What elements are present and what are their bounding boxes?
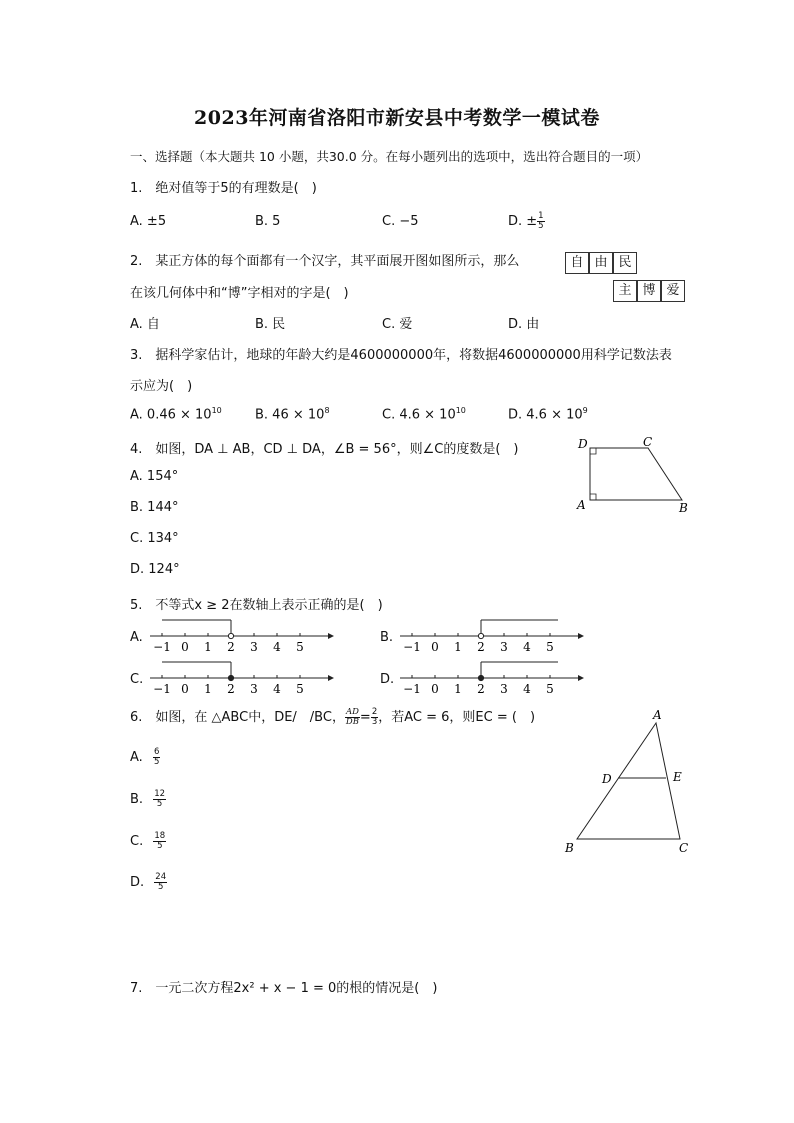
trapezoid-outline [590,448,682,500]
tick-label: 1 [454,640,462,654]
numberline-d [398,656,588,698]
tick-label: 4 [273,640,281,654]
tick-label: −1 [403,640,421,654]
q6-c-numerator: 18 [154,831,166,841]
tick-label: −1 [403,682,421,696]
question-2-line2: 在该几何体中和“博”字相对的字是( ) [130,286,349,301]
q6-c-denominator: 5 [157,841,163,851]
q6-stem-part-b: ，若AC = 6，则EC = ( ) [378,710,536,725]
axis-arrow [328,675,334,681]
tick-label: 0 [431,682,439,696]
tick-label: 1 [204,640,212,654]
triangle-abc [577,723,680,839]
q6-b-numerator: 12 [154,789,166,799]
tick-label: 4 [523,682,531,696]
q6-c-letter: C. [130,834,144,849]
axis-arrow [578,633,584,639]
tick-label: 4 [523,640,531,654]
question-5-stem: 5. 不等式x ≥ 2在数轴上表示正确的是( ) [130,598,383,613]
label-e: E [673,770,682,784]
q2-option-b: B. 民 [255,317,286,332]
question-2-line1: 2. 某正方体的每个面都有一个汉字，其平面展开图如图所示，那么 [130,254,520,269]
q1-option-d-prefix: D. ± [508,214,538,229]
tick-label: 1 [454,682,462,696]
q2-option-d: D. 由 [508,317,540,332]
q3-a-base: A. 0.46 × 10 [130,407,212,423]
q6-d-denominator: 5 [158,882,164,892]
closed-point [478,675,483,680]
tick-label: 3 [500,682,508,696]
q6-option-c [130,832,166,851]
open-point [228,633,233,638]
q3-c-base: C. 4.6 × 10 [382,407,456,423]
tick-label: 3 [250,640,258,654]
q1-option-b: B. 5 [255,214,281,229]
q6-option-d [130,873,167,892]
q6-b-fraction [153,790,166,809]
q6-d-letter: D. [130,875,145,890]
q6-value-numerator: 2 [371,707,378,717]
label-d: D [578,437,588,451]
q6-b-denominator: 5 [156,799,163,809]
tick-label: 1 [204,682,212,696]
q5-option-d: D. [380,672,395,687]
q5-option-c: C. [130,672,144,687]
q6-a-fraction [153,748,160,767]
tick-label: −1 [153,640,171,654]
triangle-figure [560,705,700,860]
page-title: 2023年河南省洛阳市新安县中考数学一模试卷 [194,107,600,129]
right-angle-mark-a [590,494,596,500]
q3-option-c [382,406,466,422]
q6-a-numerator: 6 [153,747,160,757]
label-c: C [643,435,653,449]
q1-d-numerator: 1 [538,211,544,221]
q3-c-exponent: 10 [455,406,466,415]
q6-c-fraction [153,832,166,851]
q4-option-a: A. 154° [130,469,179,484]
open-point [478,633,483,638]
tick-label: 3 [500,640,508,654]
q5-option-a: A. [130,630,143,645]
q1-option-d [508,212,545,231]
question-4-stem: 4. 如图，DA ⊥ AB，CD ⊥ DA，∠B = 56°，则∠C的度数是( ) [130,442,519,457]
label-d: D [602,772,612,786]
tick-label: 5 [546,640,554,654]
cube-face-1: 自 [565,252,589,274]
q6-a-letter: A. [130,750,143,765]
right-angle-mark-d [590,448,596,454]
q6-d-numerator: 24 [155,872,167,882]
tick-label: 2 [477,682,485,696]
tick-label: 0 [181,640,189,654]
q6-stem-part-a: 6. 如图，在 △ABC中，DE/ /BC， [130,710,345,725]
numberline-c [148,656,338,698]
q3-d-base: D. 4.6 × 10 [508,407,583,423]
tick-label: 5 [296,682,304,696]
tick-label: 5 [296,640,304,654]
question-7-stem: 7. 一元二次方程2x² + x − 1 = 0的根的情况是( ) [130,981,438,996]
q6-ratio-fraction [345,708,360,727]
cube-face-5: 博 [637,280,661,302]
closed-point [228,675,233,680]
numberline-b [398,614,588,656]
q6-a-denominator: 5 [153,757,160,767]
q2-option-c: C. 爱 [382,317,413,332]
cube-face-4: 主 [613,280,637,302]
tick-label: 2 [477,640,485,654]
q6-option-b [130,790,166,809]
cube-face-6: 爱 [661,280,685,302]
axis-arrow [328,633,334,639]
question-3-line2: 示应为( ) [130,379,193,394]
q6-ratio-numerator: AD [345,707,359,717]
trapezoid-figure [570,432,695,517]
tick-label: 0 [181,682,189,696]
q1-d-denominator: 5 [538,221,544,231]
tick-label: 0 [431,640,439,654]
q4-option-c: C. 134° [130,531,179,546]
q4-option-d: D. 124° [130,562,180,577]
label-a: A [653,708,662,722]
q6-d-fraction [154,873,167,892]
q2-option-a: A. 自 [130,317,160,332]
q3-option-b [255,406,330,422]
label-b: B [565,841,574,855]
q6-ratio-denominator: DB [345,717,359,727]
numberline-a [148,614,338,656]
q1-option-a: A. ±5 [130,214,167,229]
label-a: A [577,498,586,512]
q5-option-b: B. [380,630,394,645]
axis-arrow [578,675,584,681]
q3-option-d [508,406,588,422]
label-b: B [679,501,688,515]
cube-face-2: 由 [589,252,613,274]
q3-a-exponent: 10 [211,406,222,415]
q6-value-denominator: 3 [371,717,378,727]
q6-equals: = [359,710,371,725]
q6-b-letter: B. [130,792,144,807]
cube-face-3: 民 [613,252,637,274]
question-6-stem [130,706,535,727]
q3-b-base: B. 46 × 10 [255,407,325,423]
question-1-stem: 1. 绝对值等于5的有理数是( ) [130,181,317,196]
q1-option-d-fraction [537,212,544,231]
q3-b-exponent: 8 [324,406,330,415]
tick-label: 4 [273,682,281,696]
question-3-line1: 3. 据科学家估计，地球的年龄大约是4600000000年，将数据4600000000用科学记数法表 [130,348,672,363]
q3-d-exponent: 9 [582,406,588,415]
section-heading: 一、选择题（本大题共 10 小题，共30.0 分。在每小题列出的选项中，选出符合题目的一项） [130,149,649,164]
q1-option-c: C. −5 [382,214,419,229]
tick-label: −1 [153,682,171,696]
tick-label: 2 [227,682,235,696]
tick-label: 3 [250,682,258,696]
q6-option-a [130,748,160,767]
tick-label: 2 [227,640,235,654]
q4-option-b: B. 144° [130,500,179,515]
label-c: C [679,841,689,855]
q3-option-a [130,406,222,422]
tick-label: 5 [546,682,554,696]
